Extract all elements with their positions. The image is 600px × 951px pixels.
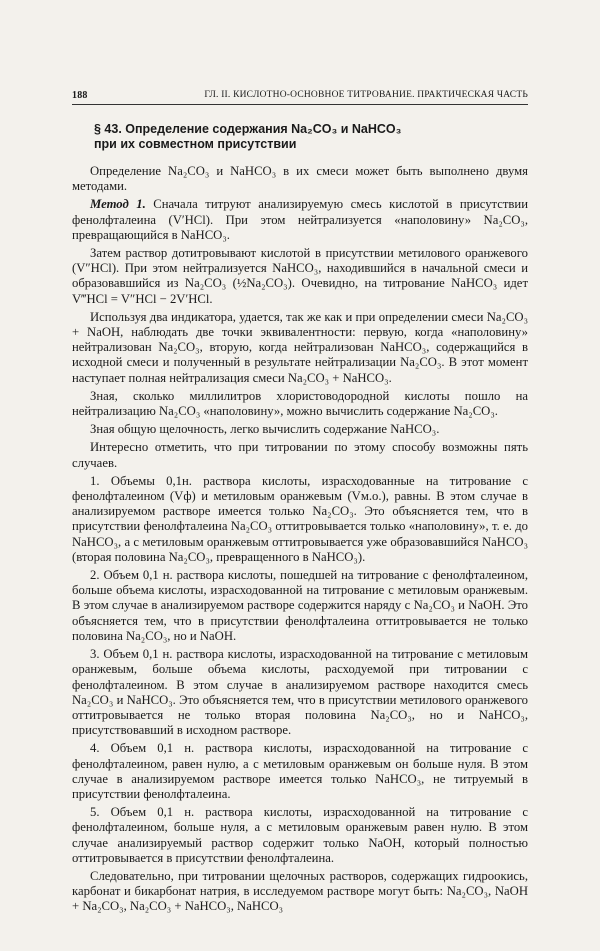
paragraph-case-1: 1. Объемы 0,1н. раствора кислоты, израсходованные на титрование с фенолфталеином (Vф) и метиловым оранжевым (Vм.о.), равны. В этом случае в анализируемом растворе имеется только Na₂CO₃. Это объясняется тем, что в присутствии фенолфталеина Na₂CO₃ оттитровывается только «наполовину», т. е. до NaHCO₃, а с метиловым оранжевым оттитровывается уже образовавшийся NaHCO₃ (вторая половина Na₂CO₃, превращенного в NaHCO₃).: [72, 473, 528, 564]
paragraph-two-indicators: Используя два индикатора, удается, так же как и при определении смеси Na₂CO₃ + NaOH, наблюдать две точки эквивалентности: первую, когда «наполовину» нейтрализован Na₂CO₃, вторую, когда нейтрализован NaHCO₃, содержащийся в исходной смеси и полученный в результате нейтрализации Na₂CO₃. В этот момент наступает полная нейтрализация смеси Na₂CO₃ + NaHCO₃.: [72, 309, 528, 385]
paragraph-method-1: [72, 197, 528, 243]
running-title: ГЛ. II. КИСЛОТНО-ОСНОВНОЕ ТИТРОВАНИЕ. ПРАКТИЧЕСКАЯ ЧАСТЬ: [204, 90, 528, 100]
paragraph-intro: Определение Na₂CO₃ и NaHCO₃ в их смеси может быть выполнено двумя методами.: [72, 164, 528, 194]
paragraph-case-3: 3. Объем 0,1 н. раствора кислоты, израсходованной на титрование с метиловым оранжевым, больше объема кислоты, расходуемой при титровании с фенолфталеином. В этом случае в анализируемом растворе находится смесь Na₂CO₃ и NaHCO₃. Это объясняется тем, что в присутствии метилового оранжевого оттитровывается не только вторая половина Na₂CO₃, но и NaHCO₃, присутствовавший в исходном растворе.: [72, 647, 528, 738]
method-label: Метод 1.: [90, 197, 146, 212]
paragraph-bicarbonate-content: Зная общую щелочность, легко вычислить содержание NaHCO₃.: [90, 422, 440, 437]
paragraph-carbonate-content: Зная, сколько миллилитров хлористоводородной кислоты пошло на нейтрализацию Na₂CO₃ «наполовину», можно вычислить содержание Na₂CO₃.: [72, 388, 528, 419]
running-header: [72, 90, 528, 105]
paragraph-conclusion: Следовательно, при титровании щелочных растворов, содержащих гидроокись, карбонат и бикарбонат натрия, в исследуемом растворе могут быть: Na₂CO₃, NaOH + Na₂CO₃, Na₂CO₃ + NaHCO₃, NaHCO₃: [72, 868, 528, 914]
section-title: [72, 122, 528, 152]
paragraph-case-2: 2. Объем 0,1 н. раствора кислоты, пошедшей на титрование с фенолфталеином, больше объема кислоты, израсходованной на титрование с метиловым оранжевым. В этом случае в анализируемом растворе содержится наряду с Na₂CO₃ и NaOH. Это объясняется тем, что в присутствии фенолфталеина оттитровывается не только половина Na₂CO₃, но и NaOH.: [72, 568, 528, 643]
page-number: 188: [72, 90, 88, 101]
section-title-line-1: § 43. Определение содержания Na₂CO₃ и NaHCO₃: [94, 122, 402, 136]
page-body: [72, 122, 528, 915]
paragraph-five-cases: Интересно отметить, что при титровании по этому способу возможны пять случаев.: [72, 440, 528, 470]
method-1-text: Сначала титруют анализируемую смесь кислотой в присутствии фенолфталеина (V′HCl). При этом нейтрализуется «наполовину» Na₂CO₃, превращающийся в NaHCO₃.: [72, 197, 528, 242]
paragraph-case-5: 5. Объем 0,1 н. раствора кислоты, израсходованной на титрование с фенолфталеином, больше нуля, а с метиловым оранжевым равен нулю. В этом случае анализируемый раствор содержит только NaOH, который полностью оттитровывается в присутствии фенолфталеина.: [72, 805, 528, 865]
section-title-line-2: при их совместном присутствии: [94, 137, 297, 151]
paragraph-second-titration: Затем раствор дотитровывают кислотой в присутствии метилового оранжевого (V″HCl). При этом нейтрализуется NaHCO₃, находившийся в начальной смеси и образовавшийся из Na₂CO₃ (½Na₂CO₃). Очевидно, на титрование NaHCO₃ идет V‴HCl = V″HCl − 2V′HCl.: [72, 246, 528, 306]
paragraph-case-4: 4. Объем 0,1 н. раствора кислоты, израсходованной на титрование с фенолфталеином, равен нулю, а с метиловым оранжевым он больше нуля. В этом случае в анализируемом растворе имеется только NaHCO₃, не титруемый в присутствии фенолфталеина.: [72, 741, 528, 801]
